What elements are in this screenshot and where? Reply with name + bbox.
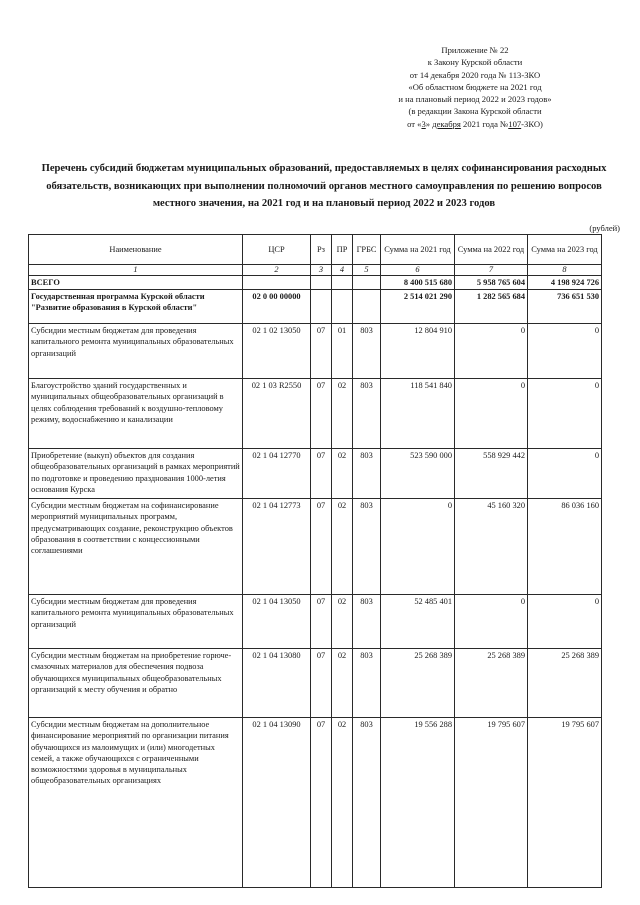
table-row <box>29 324 602 379</box>
appendix-amendment-line <box>370 118 580 130</box>
table-row <box>29 718 602 888</box>
row-sum-2023: 25 268 389 <box>528 649 602 718</box>
row-sum-2022: 45 160 320 <box>455 499 528 595</box>
appendix-block <box>370 44 580 130</box>
program-sum-2021: 2 514 021 290 <box>381 290 455 324</box>
row-sum-2022: 0 <box>455 324 528 379</box>
index-cell: 1 <box>29 265 243 276</box>
header-sum-2022: Сумма на 2022 год <box>455 235 528 265</box>
row-sum-2022: 19 795 607 <box>455 718 528 888</box>
table-row <box>29 499 602 595</box>
row-name: Благоустройство зданий государственных и муниципальных общеобразовательных организаций в целях соблюдения требований к воздушно-тепловому режиму, водоснабжению и канализации <box>29 379 243 449</box>
total-sum-2021: 8 400 515 680 <box>381 276 455 290</box>
row-name: Приобретение (выкуп) объектов для создания общеобразовательных организаций в рамках мероприятий по подготовке и проведению празднования 1000-летия основания Курска <box>29 449 243 499</box>
row-sum-2022: 25 268 389 <box>455 649 528 718</box>
appendix-line: к Закону Курской области <box>427 57 523 68</box>
row-pr: 02 <box>332 449 353 499</box>
row-rz: 07 <box>311 324 332 379</box>
row-name: Субсидии местным бюджетам для проведения капитального ремонта муниципальных образовательных организаций <box>29 595 243 649</box>
index-cell: 3 <box>311 265 332 276</box>
row-csr: 02 1 04 13090 <box>243 718 311 888</box>
amend-suffix: -ЗКО) <box>521 118 543 129</box>
row-sum-2023: 86 036 160 <box>528 499 602 595</box>
row-sum-2022: 0 <box>455 595 528 649</box>
total-sum-2022: 5 958 765 604 <box>455 276 528 290</box>
index-cell: 7 <box>455 265 528 276</box>
appendix-line: (в редакции Закона Курской области <box>408 106 542 117</box>
row-grbs: 803 <box>353 595 381 649</box>
row-sum-2022: 0 <box>455 379 528 449</box>
amend-prefix: от « <box>407 118 422 129</box>
header-sum-2021: Сумма на 2021 год <box>381 235 455 265</box>
program-csr: 02 0 00 00000 <box>243 290 311 324</box>
row-sum-2023: 0 <box>528 595 602 649</box>
appendix-line: и на плановый период 2022 и 2023 годов» <box>398 94 552 105</box>
document-title: Перечень субсидий бюджетам муниципальных образований, предоставляемых в целях софинансирования расходных обязательств, возникающих при выполнении полномочий органов местного самоуправления по решению вопросов местного значения, на 2021 год и на плановый период 2022 и 2023 годов <box>41 163 607 209</box>
header-pr: ПР <box>332 235 353 265</box>
row-sum-2023: 0 <box>528 449 602 499</box>
index-cell: 5 <box>353 265 381 276</box>
row-sum-2022: 558 929 442 <box>455 449 528 499</box>
amend-mid: » <box>425 118 433 129</box>
program-name: Государственная программа Курской области "Развитие образования в Курской области" <box>29 290 243 324</box>
table-row <box>29 649 602 718</box>
row-rz: 07 <box>311 449 332 499</box>
row-rz: 07 <box>311 718 332 888</box>
row-sum-2021: 118 541 840 <box>381 379 455 449</box>
index-cell: 6 <box>381 265 455 276</box>
index-cell: 8 <box>528 265 602 276</box>
total-sum-2023: 4 198 924 726 <box>528 276 602 290</box>
empty-cell <box>311 276 332 290</box>
header-name: Наименование <box>29 235 243 265</box>
header-csr: ЦСР <box>243 235 311 265</box>
empty-cell <box>332 290 353 324</box>
program-sum-2023: 736 651 530 <box>528 290 602 324</box>
program-sum-2022: 1 282 565 684 <box>455 290 528 324</box>
total-name: ВСЕГО <box>29 276 243 290</box>
index-cell: 4 <box>332 265 353 276</box>
appendix-line: «Об областном бюджете на 2021 год <box>408 81 542 92</box>
amend-number: 107 <box>508 118 522 129</box>
row-csr: 02 1 04 12773 <box>243 499 311 595</box>
appendix-line: от 14 декабря 2020 года № 113-ЗКО <box>409 69 541 80</box>
row-pr: 02 <box>332 649 353 718</box>
row-grbs: 803 <box>353 449 381 499</box>
amend-month: декабря <box>432 118 461 129</box>
index-cell: 2 <box>243 265 311 276</box>
row-pr: 02 <box>332 379 353 449</box>
row-sum-2023: 0 <box>528 379 602 449</box>
row-sum-2021: 19 556 288 <box>381 718 455 888</box>
empty-cell <box>353 290 381 324</box>
row-pr: 01 <box>332 324 353 379</box>
amend-year: 2021 года № <box>460 118 509 129</box>
row-grbs: 803 <box>353 718 381 888</box>
row-rz: 07 <box>311 499 332 595</box>
row-pr: 02 <box>332 499 353 595</box>
row-sum-2021: 12 804 910 <box>381 324 455 379</box>
row-name: Субсидии местным бюджетам для проведения капитального ремонта муниципальных образовательных организаций <box>29 324 243 379</box>
header-grbs: ГРБС <box>353 235 381 265</box>
row-csr: 02 1 03 R2550 <box>243 379 311 449</box>
row-grbs: 803 <box>353 379 381 449</box>
row-rz: 07 <box>311 595 332 649</box>
row-rz: 07 <box>311 649 332 718</box>
row-pr: 02 <box>332 718 353 888</box>
row-csr: 02 1 04 12770 <box>243 449 311 499</box>
row-sum-2021: 52 485 401 <box>381 595 455 649</box>
row-sum-2023: 0 <box>528 324 602 379</box>
row-sum-2021: 25 268 389 <box>381 649 455 718</box>
table-row <box>29 449 602 499</box>
column-index-row <box>29 265 602 276</box>
row-sum-2021: 523 590 000 <box>381 449 455 499</box>
amend-day: 3 <box>421 118 426 129</box>
row-name: Субсидии местным бюджетам на приобретение горюче-смазочных материалов для обеспечения подвоза обучающихся муниципальных общеобразовательных организаций к месту обучения и обратно <box>29 649 243 718</box>
total-row <box>29 276 602 290</box>
empty-cell <box>353 276 381 290</box>
units-label: (рублей) <box>589 223 620 233</box>
row-sum-2023: 19 795 607 <box>528 718 602 888</box>
table-row <box>29 379 602 449</box>
row-sum-2021: 0 <box>381 499 455 595</box>
empty-cell <box>332 276 353 290</box>
row-csr: 02 1 04 13080 <box>243 649 311 718</box>
header-rz: Рз <box>311 235 332 265</box>
table-row <box>29 595 602 649</box>
row-grbs: 803 <box>353 499 381 595</box>
table-header-row <box>29 235 602 265</box>
appendix-line: Приложение № 22 <box>441 45 509 55</box>
program-row <box>29 290 602 324</box>
header-sum-2023: Сумма на 2023 год <box>528 235 602 265</box>
row-csr: 02 1 02 13050 <box>243 324 311 379</box>
row-rz: 07 <box>311 379 332 449</box>
row-csr: 02 1 04 13050 <box>243 595 311 649</box>
subsidies-table <box>28 234 602 888</box>
row-grbs: 803 <box>353 324 381 379</box>
empty-cell <box>311 290 332 324</box>
row-grbs: 803 <box>353 649 381 718</box>
row-name: Субсидии местным бюджетам на софинансирование мероприятий муниципальных программ, предусматривающих создание, реконструкцию объектов образования в соответствии с концессионными соглашениями <box>29 499 243 595</box>
row-name: Субсидии местным бюджетам на дополнительное финансирование мероприятий по организации питания обучающихся из малоимущих и (или) многодетных семей, а также обучающихся с ограниченными возможностями здоровья в муниципальных общеобразовательных организациях <box>29 718 243 888</box>
row-pr: 02 <box>332 595 353 649</box>
empty-cell <box>243 276 311 290</box>
